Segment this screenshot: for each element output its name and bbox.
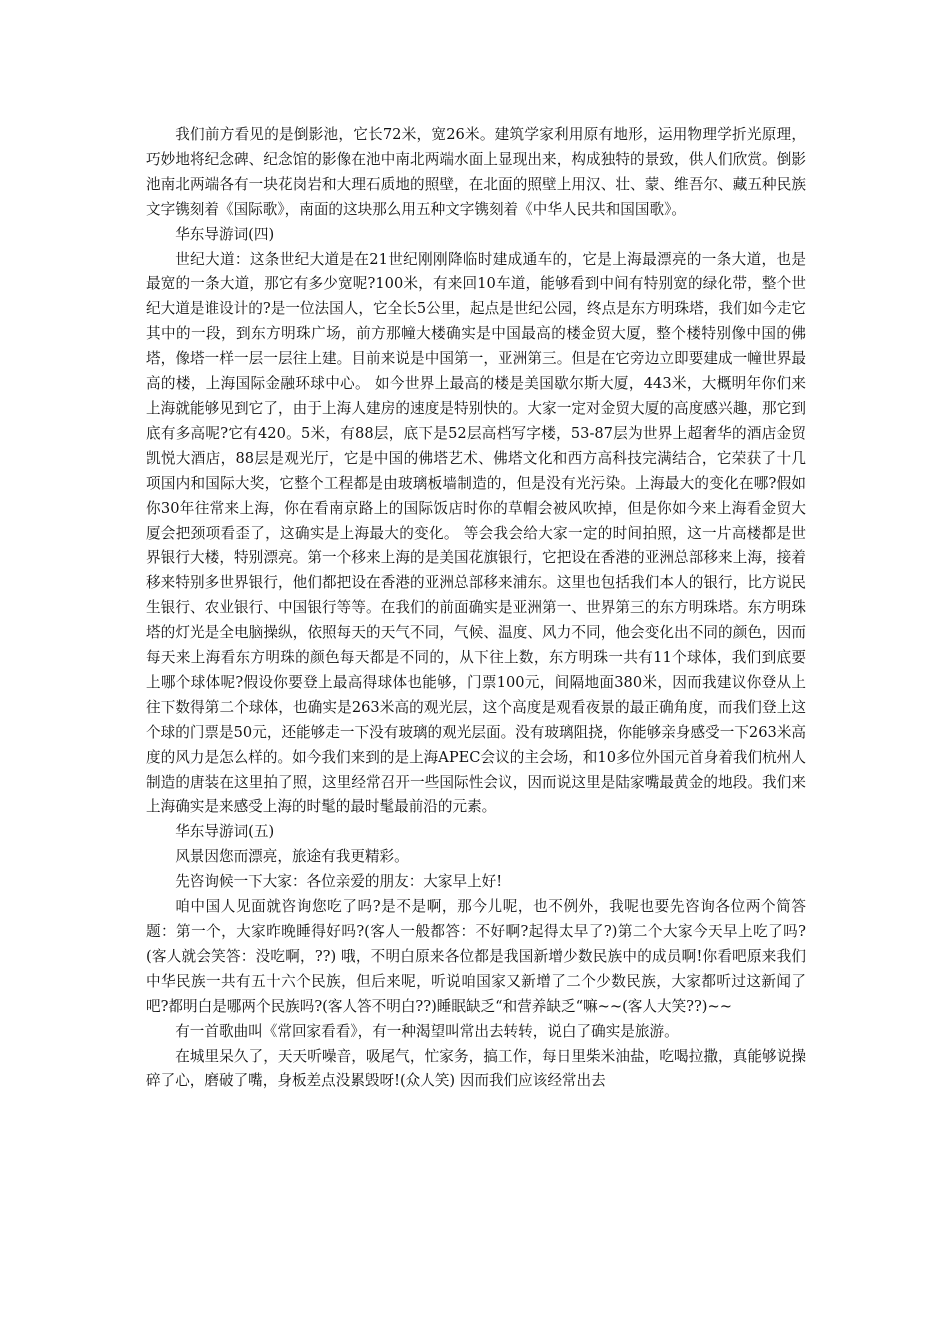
section-heading-4: 华东导游词(四) xyxy=(175,225,275,243)
paragraph-greeting-line: 风景因您而漂亮，旅途有我更精彩。 xyxy=(175,848,409,866)
paragraph-song: 有一首歌曲叫《常回家看看》，有一种渴望叫常出去转转，说白了确实是旅游。 xyxy=(175,1022,679,1040)
document-body xyxy=(146,123,806,1094)
paragraph-questions: 咱中国人见面就咨询您吃了吗?是不是啊，那今儿呢，也不例外，我呢也要先咨询各位两个简答题：第一个，大家昨晚睡得好吗?(客人一般都答：不好啊?起得太早了?)第二个大家今天早上吃了吗?(客人就会笑答：没吃啊，??) 哦，不明白原来各位都是我国新增少数民族中的成员啊!你看吧原来我们中华民族一共有五十六个民族，但后来呢，听说咱国家又新增了二个少数民族，大家都听过这新闻了吧?都明白是哪两个民族吗?(客人答不明白??)睡眠缺乏“和营养缺乏“嘛~~(客人大笑??)~~ xyxy=(146,898,806,1015)
section-heading-5: 华东导游词(五) xyxy=(175,823,275,841)
paragraph-hello: 先咨询候一下大家：各位亲爱的朋友：大家早上好! xyxy=(175,873,503,891)
paragraph-reflecting-pool: 我们前方看见的是倒影池，它长72米，宽26米。建筑学家利用原有地形，运用物理学折光原理，巧妙地将纪念碑、纪念馆的影像在池中南北两端水面上显现出来，构成独特的景致，供人们欣赏。倒影池南北两端各有一块花岗岩和大理石质地的照壁，在北面的照壁上用汉、壮、蒙、维吾尔、藏五种民族文字镌刻着《国际歌》，南面的这块那么用五种文字镌刻着《中华人民共和国国歌》。 xyxy=(146,126,806,218)
paragraph-city-life: 在城里呆久了，天天听噪音，吸尾气，忙家务，搞工作，每日里柴米油盐，吃喝拉撒，真能够说操碎了心，磨破了嘴，身板差点没累毁呀!(众人笑) 因而我们应该经常出去 xyxy=(146,1047,806,1090)
paragraph-century-avenue: 世纪大道：这条世纪大道是在21世纪刚刚降临时建成通车的，它是上海最漂亮的一条大道，也是最宽的一条大道，那它有多少宽呢?100米，有来回10车道，能够看到中间有特别宽的绿化带，整个世纪大道是谁设计的?是一位法国人，它全长5公里，起点是世纪公园，终点是东方明珠塔，我们如今走它其中的一段，到东方明珠广场，前方那幢大楼确实是中国最高的楼金贸大厦，整个楼特别像中国的佛塔，像塔一样一层一层往上建。目前来说是中国第一，亚洲第三。但是在它旁边立即要建成一幢世界最高的楼，上海国际金融环球中心。 如今世界上最高的楼是美国歇尔斯大厦，443米，大概明年你们来上海就能够见到它了，由于上海人建房的速度是特别快的。大家一定对金贸大厦的高度感兴趣，那它到底有多高呢?它有420。5米，有88层，底下是52层高档写字楼，53-87层为世界上超奢华的酒店金贸凯悦大酒店，88层是观光厅，它是中国的佛塔艺术、佛塔文化和西方高科技完满结合，它荣获了十几项国内和国际大奖，它整个工程都是由玻璃板墙制造的，但是没有光污染。上海最大的变化在哪?假如你30年往常来上海，你在看南京路上的国际饭店时你的草帽会被风吹掉，但是你如今来上海看金贸大厦会把颈项看歪了，这确实是上海最大的变化。 等会我会给大家一定的时间拍照，这一片高楼都是世界银行大楼，特别漂亮。第一个移来上海的是美国花旗银行，它把设在香港的亚洲总部移来上海，接着移来特别多世界银行，他们都把设在香港的亚洲总部移来浦东。这里也包括我们本人的银行，比方说民生银行、农业银行、中国银行等等。在我们的前面确实是亚洲第一、世界第三的东方明珠塔。东方明珠塔的灯光是全电脑操纵，依照每天的天气不同，气候、温度、风力不同，他会变化出不同的颜色，因而每天来上海看东方明珠的颜色每天都是不同的，从下往上数，东方明珠一共有11个球体，我们到底要上哪个球体呢?假设你要登上最高得球体也能够，门票100元，间隔地面380米，因而我建议你登从上往下数得第二个球体，也确实是263米高的观光层，这个高度是观看夜景的最正确角度，而我们登上这个球的门票是50元，还能够走一下没有玻璃的观光层面。没有玻璃阻挠，你能够亲身感受一下263米高度的风力是怎么样的。如今我们来到的是上海APEC会议的主会场，和10多位外国元首身着我们杭州人制造的唐装在这里拍了照，这里经常召开一些国际性会议，因而说这里是陆家嘴最黄金的地段。我们来上海确实是来感受上海的时髦的最时髦最前沿的元素。 xyxy=(146,250,806,816)
